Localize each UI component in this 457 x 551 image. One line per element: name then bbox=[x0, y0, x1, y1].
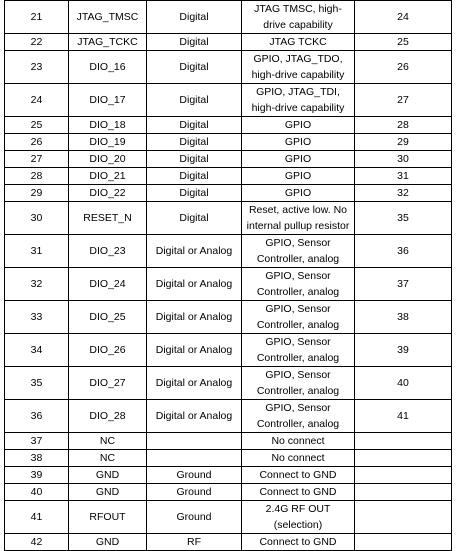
pad-number-cell: 27 bbox=[355, 84, 452, 117]
pin-description-cell: GPIO bbox=[242, 168, 355, 185]
pin-description-cell: Connect to GND bbox=[242, 484, 355, 501]
pin-number-cell: 37 bbox=[5, 433, 69, 450]
pin-type-cell: Digital or Analog bbox=[147, 301, 242, 334]
pin-description-cell: GPIO, JTAG_TDO, high-drive capability bbox=[242, 51, 355, 84]
pin-number-cell: 38 bbox=[5, 450, 69, 467]
pin-number-cell: 29 bbox=[5, 185, 69, 202]
pin-name-cell: GND bbox=[69, 467, 147, 484]
pin-name-cell: JTAG_TMSC bbox=[69, 1, 147, 34]
pin-name-cell: DIO_19 bbox=[69, 134, 147, 151]
pin-name-cell: NC bbox=[69, 433, 147, 450]
pin-number-cell: 28 bbox=[5, 168, 69, 185]
pin-type-cell: Digital or Analog bbox=[147, 334, 242, 367]
pin-number-cell: 39 bbox=[5, 467, 69, 484]
pad-number-cell: 39 bbox=[355, 334, 452, 367]
pin-number-cell: 34 bbox=[5, 334, 69, 367]
pin-name-cell: DIO_20 bbox=[69, 151, 147, 168]
pin-number-cell: 30 bbox=[5, 202, 69, 235]
pin-number-cell: 32 bbox=[5, 268, 69, 301]
pin-description-cell: Reset, active low. No internal pullup resistor bbox=[242, 202, 355, 235]
pad-number-cell bbox=[355, 433, 452, 450]
pin-name-cell: DIO_27 bbox=[69, 367, 147, 400]
pin-number-cell: 26 bbox=[5, 134, 69, 151]
table-row bbox=[5, 534, 452, 551]
pin-description-cell: JTAG TMSC, high- drive capability bbox=[242, 1, 355, 34]
pin-description-cell: GPIO bbox=[242, 151, 355, 168]
table-row bbox=[5, 1, 452, 34]
pin-description-cell: No connect bbox=[242, 450, 355, 467]
pin-type-cell: RF bbox=[147, 534, 242, 551]
pad-number-cell bbox=[355, 450, 452, 467]
table-row bbox=[5, 51, 452, 84]
pin-number-cell: 24 bbox=[5, 84, 69, 117]
table-row bbox=[5, 400, 452, 433]
table-row bbox=[5, 334, 452, 367]
pin-type-cell: Digital bbox=[147, 185, 242, 202]
pad-number-cell: 37 bbox=[355, 268, 452, 301]
pin-description-cell: GPIO, Sensor Controller, analog bbox=[242, 235, 355, 268]
pad-number-cell bbox=[355, 484, 452, 501]
table-row bbox=[5, 450, 452, 467]
pin-name-cell: DIO_22 bbox=[69, 185, 147, 202]
pad-number-cell bbox=[355, 534, 452, 551]
pin-number-cell: 25 bbox=[5, 117, 69, 134]
pin-type-cell: Digital bbox=[147, 1, 242, 34]
table-row bbox=[5, 433, 452, 450]
table-row bbox=[5, 268, 452, 301]
pin-description-cell: GPIO bbox=[242, 117, 355, 134]
pin-number-cell: 42 bbox=[5, 534, 69, 551]
pin-name-cell: GND bbox=[69, 484, 147, 501]
pin-number-cell: 27 bbox=[5, 151, 69, 168]
pad-number-cell: 25 bbox=[355, 34, 452, 51]
pad-number-cell: 24 bbox=[355, 1, 452, 34]
pin-name-cell: DIO_18 bbox=[69, 117, 147, 134]
pad-number-cell: 26 bbox=[355, 51, 452, 84]
pin-type-cell: Ground bbox=[147, 484, 242, 501]
pin-description-cell: JTAG TCKC bbox=[242, 34, 355, 51]
pin-number-cell: 33 bbox=[5, 301, 69, 334]
pin-type-cell: Digital or Analog bbox=[147, 235, 242, 268]
pin-type-cell: Ground bbox=[147, 467, 242, 484]
pin-name-cell: GND bbox=[69, 534, 147, 551]
table-row bbox=[5, 34, 452, 51]
pin-type-cell: Digital or Analog bbox=[147, 268, 242, 301]
pin-name-cell: DIO_28 bbox=[69, 400, 147, 433]
pin-table-body bbox=[5, 1, 452, 551]
pin-name-cell: RESET_N bbox=[69, 202, 147, 235]
pad-number-cell: 40 bbox=[355, 367, 452, 400]
pad-number-cell: 38 bbox=[355, 301, 452, 334]
pin-description-cell: Connect to GND bbox=[242, 467, 355, 484]
pin-description-cell: GPIO, Sensor Controller, analog bbox=[242, 367, 355, 400]
pin-type-cell: Digital bbox=[147, 34, 242, 51]
pin-number-cell: 21 bbox=[5, 1, 69, 34]
table-row bbox=[5, 367, 452, 400]
table-row bbox=[5, 484, 452, 501]
pin-type-cell: Ground bbox=[147, 501, 242, 534]
pad-number-cell: 30 bbox=[355, 151, 452, 168]
pad-number-cell: 29 bbox=[355, 134, 452, 151]
pin-description-cell: GPIO, Sensor Controller, analog bbox=[242, 334, 355, 367]
pin-name-cell: DIO_24 bbox=[69, 268, 147, 301]
pin-type-cell: Digital or Analog bbox=[147, 367, 242, 400]
pin-number-cell: 22 bbox=[5, 34, 69, 51]
pin-description-cell: GPIO, Sensor Controller, analog bbox=[242, 400, 355, 433]
pin-type-cell: Digital or Analog bbox=[147, 400, 242, 433]
pin-number-cell: 35 bbox=[5, 367, 69, 400]
pin-description-cell: 2.4G RF OUT (selection) bbox=[242, 501, 355, 534]
pin-type-cell bbox=[147, 450, 242, 467]
pin-number-cell: 23 bbox=[5, 51, 69, 84]
pin-type-cell: Digital bbox=[147, 134, 242, 151]
table-row bbox=[5, 185, 452, 202]
table-row bbox=[5, 134, 452, 151]
pin-name-cell: DIO_23 bbox=[69, 235, 147, 268]
table-row bbox=[5, 235, 452, 268]
pin-type-cell: Digital bbox=[147, 168, 242, 185]
pad-number-cell: 35 bbox=[355, 202, 452, 235]
pin-description-cell: Connect to GND bbox=[242, 534, 355, 551]
pin-number-cell: 31 bbox=[5, 235, 69, 268]
pad-number-cell: 36 bbox=[355, 235, 452, 268]
pin-name-cell: DIO_21 bbox=[69, 168, 147, 185]
pin-name-cell: DIO_17 bbox=[69, 84, 147, 117]
pin-description-cell: GPIO, JTAG_TDI, high-drive capability bbox=[242, 84, 355, 117]
pin-description-cell: GPIO, Sensor Controller, analog bbox=[242, 268, 355, 301]
pad-number-cell: 41 bbox=[355, 400, 452, 433]
table-row bbox=[5, 117, 452, 134]
table-row bbox=[5, 202, 452, 235]
table-row bbox=[5, 501, 452, 534]
table-row bbox=[5, 467, 452, 484]
pin-name-cell: JTAG_TCKC bbox=[69, 34, 147, 51]
pin-type-cell bbox=[147, 433, 242, 450]
pin-type-cell: Digital bbox=[147, 117, 242, 134]
pin-number-cell: 40 bbox=[5, 484, 69, 501]
pin-type-cell: Digital bbox=[147, 84, 242, 117]
table-row bbox=[5, 84, 452, 117]
pin-description-cell: GPIO bbox=[242, 134, 355, 151]
pin-name-cell: DIO_16 bbox=[69, 51, 147, 84]
pin-type-cell: Digital bbox=[147, 202, 242, 235]
pad-number-cell bbox=[355, 467, 452, 484]
pin-number-cell: 41 bbox=[5, 501, 69, 534]
pad-number-cell: 31 bbox=[355, 168, 452, 185]
pin-type-cell: Digital bbox=[147, 51, 242, 84]
pad-number-cell bbox=[355, 501, 452, 534]
pin-name-cell: RFOUT bbox=[69, 501, 147, 534]
pin-description-cell: GPIO bbox=[242, 185, 355, 202]
pin-name-cell: DIO_26 bbox=[69, 334, 147, 367]
pin-type-cell: Digital bbox=[147, 151, 242, 168]
table-row bbox=[5, 151, 452, 168]
table-row bbox=[5, 168, 452, 185]
pin-name-cell: DIO_25 bbox=[69, 301, 147, 334]
pin-table bbox=[4, 0, 452, 551]
pin-name-cell: NC bbox=[69, 450, 147, 467]
pin-number-cell: 36 bbox=[5, 400, 69, 433]
pad-number-cell: 28 bbox=[355, 117, 452, 134]
table-row bbox=[5, 301, 452, 334]
pin-description-cell: No connect bbox=[242, 433, 355, 450]
pad-number-cell: 32 bbox=[355, 185, 452, 202]
pin-description-cell: GPIO, Sensor Controller, analog bbox=[242, 301, 355, 334]
